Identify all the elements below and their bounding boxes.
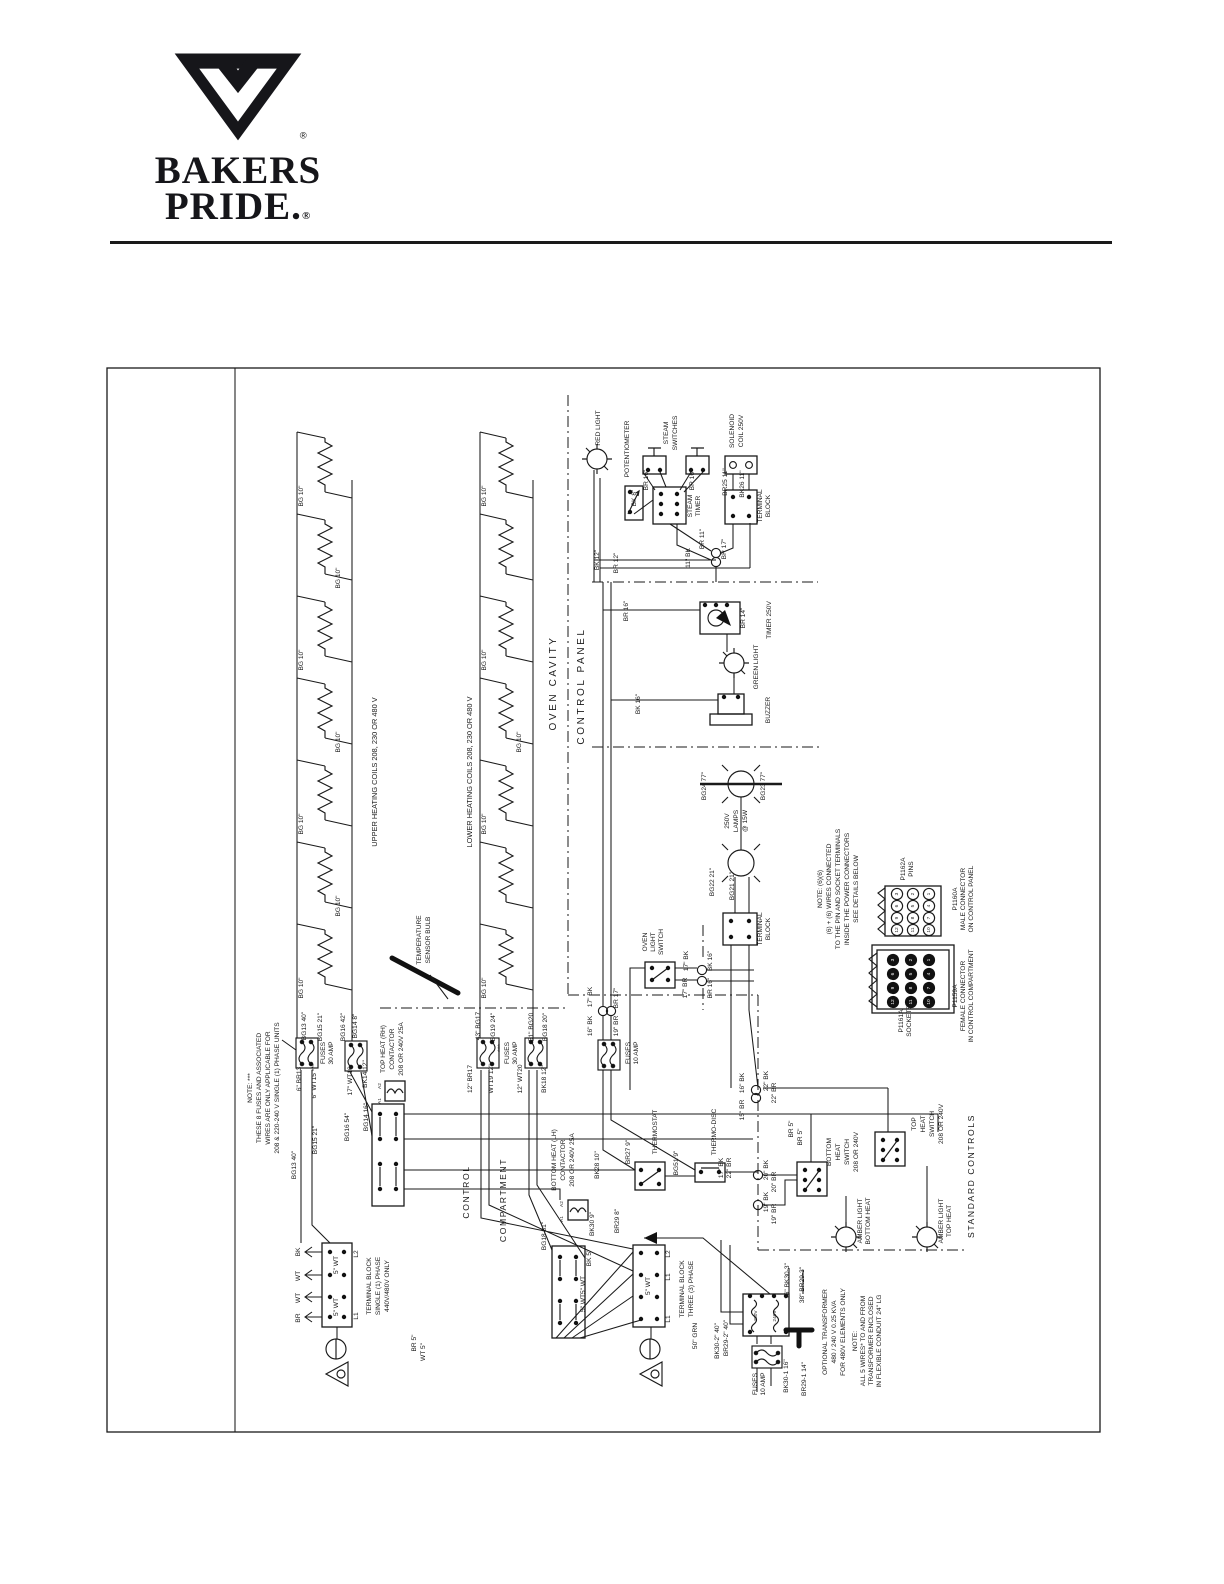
component-label: 30 AMP [512,1041,519,1065]
pin-number: 9 [895,916,900,920]
wire-label: 51" BG20 [528,1012,535,1042]
component-label: 440V/480V ONLY [384,1260,391,1312]
wire-label: 22" BK [763,1070,770,1092]
potentiometer-label: POTENTIOMETER [624,420,631,478]
brand-word-2: PRIDE. [164,184,302,228]
wire-label: 17" BK [587,986,594,1008]
component-label: BLOCK [765,494,772,518]
component-label: LOWER HEATING COILS 208, 230 OR 480 V [465,696,474,848]
terminal-label: 240V [773,1310,778,1322]
component-label: FUSES [625,1042,632,1064]
transformer-t-mark [786,1330,812,1346]
wire-label: WT [295,1292,302,1304]
note-line: ALL 5 WIRES* TO AND FROM [860,1295,867,1387]
component-label: OPTIONAL TRANSFORMER [822,1289,829,1375]
terminal-label: A2 [560,1201,565,1207]
component-label: TOP [911,1117,918,1131]
component-label: SOCKETS [906,1005,913,1037]
steam-timer-body [653,487,686,524]
wire-label: BG 10" [298,485,305,507]
terminal-label: A1 [378,1098,383,1104]
buzzer-label: BUZZER [765,696,772,724]
wire-label: WT19 12" [488,1064,495,1094]
thermostat-label: THERMOSTAT [652,1109,659,1155]
wire-label: BG 10" [481,977,488,999]
wire-label: BR 5" [797,1128,804,1146]
fuse-box [296,1038,318,1068]
component-label: 208 OR 240V 25A [398,1022,405,1076]
wire-label: BG 10" [335,731,342,753]
component-label: 10 AMP [760,1372,767,1396]
thermostat [635,1162,665,1190]
note-line: IN FLEXIBLE CONDUIT 24" LG [876,1294,883,1388]
top-heat-contactor [372,1081,405,1206]
terminal-label: L1 [353,1312,360,1320]
wire-label: BK26 11" [739,470,746,498]
component-label: HEAT [920,1115,927,1133]
terminal-label: L2 [665,1250,672,1258]
component-label: 10 AMP [633,1041,640,1065]
pin-number: 11 [911,927,916,933]
component-label: BLOCK [765,917,772,941]
lower-heating-coils [480,432,533,1041]
switch-labels [763,1070,953,1244]
wire-label: BG14 16" [363,1102,370,1132]
pin-number: 12 [891,999,896,1005]
component-label: FUSES [320,1042,327,1064]
terminal-label: 480V [754,1310,759,1322]
component-label: TOP HEAT [946,1204,953,1238]
component-label: STEAM [663,421,670,445]
component-label: STEAM [687,494,694,518]
component-label: MALE CONNECTOR [960,867,967,931]
wire-label: 20" BK [763,1159,770,1181]
wire-label: BR [295,1313,302,1323]
pin-number: 3 [891,958,896,962]
wire-label: 17" BR [682,977,689,999]
wire-label: 5" WT [333,1255,340,1275]
wire-label: BG 10" [335,895,342,917]
component-label: 480 / 240 V 0.25 KVA [831,1300,838,1364]
wire-label: BG21 21" [729,871,736,901]
pin-number: 10 [927,927,932,933]
wire-label: BR 11" [699,528,706,550]
oven-light-switch-body [645,962,675,988]
wire-label: *** [497,1044,504,1052]
component-label: COIL 250V [738,414,745,448]
wire-label: 19" BR [771,1203,778,1225]
bottom-heat-switch-body [797,1162,827,1196]
wire-label: BR 5" [411,1334,418,1352]
wire-label: BG 10" [298,813,305,835]
component-label: UPPER HEATING COILS 208, 230 OR 480 V [370,697,379,847]
lamp-icon [722,844,760,882]
wire-label: BK 8" [631,489,638,507]
note-line: THESE 8 FUSES AND ASSOCIATED [256,1032,263,1144]
pin-number: 8 [909,986,914,990]
pin-number: 2 [909,958,914,962]
pin-number: 12 [895,927,900,933]
terminal-label: L1 [665,1315,672,1323]
pin-number: 2 [911,892,916,896]
wire-label: BK30-2" 40" [714,1323,721,1359]
note-line: 208 & 220-240 V SINGLE (1) PHASE UNITS [274,1022,281,1154]
wire-label: 12" BR17 [467,1064,474,1094]
wire-label: BR25 11" [722,468,729,496]
component-label: SWITCH [929,1110,936,1138]
component-label: P1161A [898,1009,905,1033]
wire-label: 16" BK30-3" [784,1263,791,1299]
zone-label: CONTROL PANEL [576,627,587,745]
note-line: INSIDE THE POWER CONNECTORS [844,832,851,946]
wire-label: BG51 9" [673,1150,680,1176]
wire-label: 5" WT [580,1293,587,1313]
green-light-icon [719,648,749,678]
component-label: SENSOR BULB [425,916,432,964]
note-line: NOTE: *** [247,1073,254,1103]
component-label: FEMALE CONNECTOR [960,960,967,1032]
pin-number: 5 [911,904,916,908]
wire-label: 6" BR13 [296,1066,303,1092]
zone-label: COMPARTMENT [498,1157,508,1243]
component-label: LIGHT [650,932,657,952]
wire-label: BG 10" [335,567,342,589]
wire-label: 15" BR [739,1099,746,1121]
component-label: TIMER [695,495,702,517]
fuse-box [477,1038,499,1068]
note-line: WIRES ARE ONLY APPLICABLE FOR [265,1031,272,1145]
terminal-block-labels [295,1247,699,1361]
pin-number: 3 [895,892,900,896]
thermo-disc-label: THERMO-DISC [711,1108,718,1156]
wire-label: BR29-2" 40" [723,1319,730,1357]
component-label: P1162A [900,857,907,881]
wire-label: 19" BK [763,1191,770,1213]
wire-label: BK 16" [707,950,714,972]
component-label: AMBER LIGHT [857,1198,864,1244]
zone-label: STANDARD CONTROLS [966,1114,976,1238]
fuse-note-labels [247,1011,359,1179]
component-label: SWITCH [658,928,665,956]
wire-label: BG18 20" [542,1012,549,1042]
wire-label: BG16 54" [344,1112,351,1142]
component-label: P1159A [952,984,959,1008]
note-line: TO THE PIN AND SOCKET TERMINALS [835,828,842,950]
wire-label: BG15 21" [312,1125,319,1155]
component-label: SOLENOID [729,413,736,449]
terminal-label: A1 [560,1216,565,1222]
wire-label: BK28 10" [594,1151,601,1179]
wire-label: 22" BR [726,1157,733,1179]
wire-label: BR29 8" [614,1208,621,1234]
wire-label: 5" WT [580,1275,587,1295]
timer-label: TIMER 250V [766,601,773,639]
pin-number: 9 [891,986,896,990]
wire-label: BR 17" [721,538,728,560]
fuse-box [598,1040,620,1070]
wire-label: BR 5" [788,1120,795,1138]
component-label: @ 15W [742,809,749,833]
component-label: FUSES [752,1373,759,1395]
component-label: 208 OR 240V [853,1132,860,1172]
wire-label: BK [295,1247,302,1257]
wire-label: BR 16" [643,469,650,491]
pin-number: 7 [927,986,932,990]
registered-mark: ® [301,209,312,222]
wire-label: 5" WT [645,1276,652,1296]
wire-label: 16" BK [739,1072,746,1094]
component-label: FOR 480V ELEMENTS ONLY [840,1288,847,1376]
upper-heating-coils [297,432,352,1041]
wire-label: BK 12" [594,549,601,571]
wire-label: BG22 21" [709,867,716,897]
component-label: PINS [908,861,915,877]
bottom-heat-contactor [552,1200,588,1338]
component-label: 250V [724,813,731,829]
wire-label: BK30-1 16" [783,1359,790,1393]
component-label: CONTACTOR [560,1139,567,1181]
wire-label: BR 16" [707,977,714,999]
wire-label: 43" BG17 [475,1011,482,1041]
wire-label: BR 17" [613,987,620,1009]
male-connector [878,886,941,936]
lamp-labels [642,771,772,998]
pin-number: 10 [927,999,932,1005]
pin-number: 7 [927,916,932,920]
component-label: P1160A [952,887,959,911]
terminal-label: A2 [378,1083,383,1089]
component-label: TERMINAL BLOCK [366,1257,373,1315]
note-line: SEE DETAILS BELOW [853,855,860,923]
terminal-label: L2 [353,1250,360,1258]
pin-number: 6 [891,972,896,976]
red-light-icon [582,444,612,474]
fuse-box [752,1346,782,1368]
wire-label: BG 10" [481,485,488,507]
wire-label: BR 14" [740,607,747,629]
wire-label: 50" GRN [692,1322,699,1350]
component-label: FUSES [504,1042,511,1064]
terminal-block-lamps [723,913,757,945]
wire-label: BG18 31" [541,1221,548,1251]
contactor-labels [362,1022,621,1251]
registered-mark: ® [299,130,307,142]
component-label: CONTACTOR [389,1028,396,1070]
wire-label: BG 10" [481,649,488,671]
wire-label: BR27 9" [625,1139,632,1165]
component-label: THREE (3) PHASE [688,1260,695,1318]
pin-number: 11 [909,999,914,1005]
green-light-label: GREEN LIGHT [753,644,760,690]
wire-label: 17" BK [718,1157,725,1179]
steam-labels [594,410,773,723]
wire-label: BG15 21" [317,1012,324,1042]
wire-label: BG 10" [481,813,488,835]
component-label: ON CONTROL PANEL [968,865,975,933]
component-label: LAMPS [733,809,740,833]
pin-number: 1 [927,958,932,962]
component-label: TEMPERATURE [416,915,423,965]
ground-symbols [326,1339,662,1386]
wire-label: BG 10" [516,731,523,753]
wire-label: WT 5" [420,1343,427,1361]
pin-number: 6 [895,904,900,908]
red-light-label: RED LIGHT [595,410,602,446]
terminal-label: L1 [665,1273,672,1281]
wire-label: 38" BR29-3" [799,1266,806,1304]
power-connectors [869,886,954,1013]
wire-label: 5" WT [333,1297,340,1317]
wire-label: BK 16" [635,693,642,715]
wire-label: BK30 9" [589,1212,596,1236]
component-label: SWITCH [844,1138,851,1166]
wire-label: 6" WT15 *** [311,1063,318,1099]
steam-controls [582,444,757,524]
component-label: TERMINAL [757,489,764,523]
wire-label: 11" BK [685,548,692,568]
note-line: (6) + (6) WIRES CONNECTED [826,843,833,935]
wire-label: 20" BR [771,1171,778,1193]
junction-circles [598,548,762,1209]
wire-label: WT [295,1270,302,1282]
zone-label: CONTROL [461,1165,471,1219]
top-heat-switch-body [875,1132,905,1166]
component-label: TERMINAL BLOCK [679,1260,686,1318]
pin-number: 4 [927,972,932,976]
component-label: BOTTOM HEAT (LH) [551,1129,558,1191]
wire-label: 17" WT16 [347,1066,354,1096]
wire-label: BG 10" [298,649,305,671]
component-label: OVEN [642,932,649,952]
component-label: TOP HEAT (RH) [380,1025,387,1073]
wire-label: BK 5" [586,1249,593,1267]
wire-label: BR 16" [689,469,696,491]
component-label: IN CONTROL COMPARTMENT [968,949,975,1043]
component-label: 208 OR 240V [938,1104,945,1144]
wire-label: 17" BK [683,950,690,972]
pin-number: 8 [911,916,916,920]
component-label: BOTTOM HEAT [865,1197,872,1245]
pin-number: 4 [927,904,932,908]
component-label: HEAT [835,1143,842,1161]
component-label: 208 OR 240V 25A [569,1133,576,1187]
terminal-dots [328,468,899,1334]
component-label: TERMINAL [757,912,764,946]
wire-label: BG 10" [298,977,305,999]
zone-label: OVEN CAVITY [548,635,559,731]
wire-label: BG24 77" [701,771,708,801]
wire-label: BG14 8" [352,1013,359,1039]
wire-label: BG23 77" [760,771,767,801]
wire-label: BG16 42" [340,1012,347,1042]
note-line: NOTE: [852,1330,859,1352]
fuse-box [525,1038,547,1068]
note-line: TRANSFORMER ENCLOSED [868,1296,875,1386]
wire-label: BK18 12" [541,1065,548,1093]
coil-labels [298,485,523,999]
wire-label: BR29-1 14" [801,1362,808,1396]
component-label: SINGLE (1) PHASE [375,1256,382,1316]
wire-label: BG13 40" [291,1150,298,1180]
component-label: AMBER LIGHT [938,1198,945,1244]
wire-label: 19" BR [613,1015,620,1037]
component-label: SWITCHES [672,415,679,451]
component-label: 30 AMP [328,1041,335,1065]
pin-number: 5 [909,972,914,976]
wire-label: 16" BK [587,1015,594,1037]
wire-label: BK14 12" [362,1060,369,1088]
wire-label: 22" BR [771,1082,778,1104]
thermostat-labels [594,1072,746,1179]
note-line: NOTE: (6)(6) [817,869,824,909]
wire-label: BG19 24" [490,1012,497,1042]
wire-label: BR 16" [623,600,630,622]
pin-number: 1 [927,892,932,896]
wire-label: BR 12" [613,552,620,574]
component-label: BOTTOM [826,1137,833,1167]
female-connector [869,945,954,1013]
brand-word-1: BAKERS [154,149,322,192]
wire-label: BG13 40" [301,1011,308,1041]
wire-label: 12" WT20 [517,1064,524,1094]
